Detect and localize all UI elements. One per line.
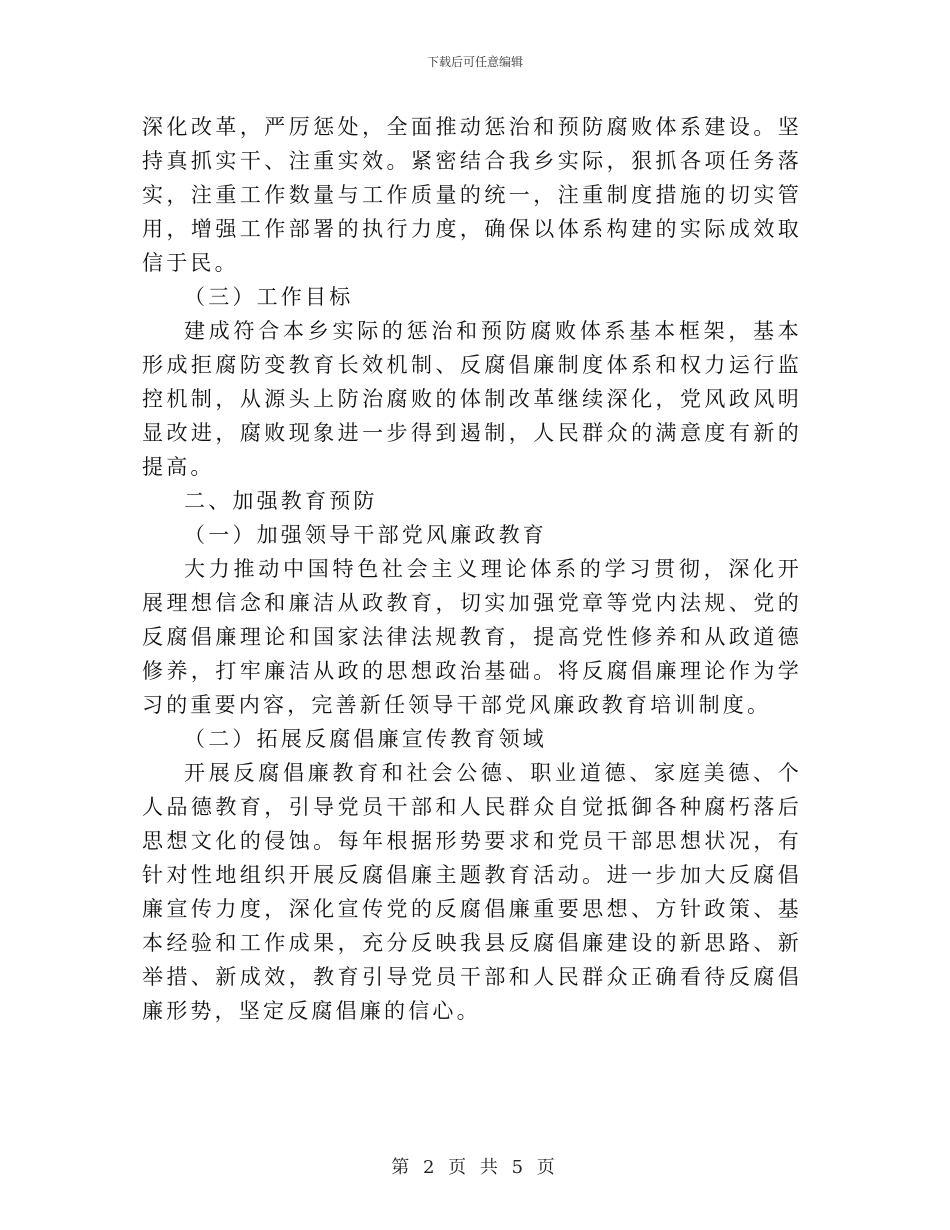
page-number: 第 2 页 共 5 页 — [391, 1157, 559, 1178]
paragraph-leadership-education: 大力推动中国特色社会主义理论体系的学习贯彻，深化开展理想信念和廉洁从政教育，切实加强党章等党内法规、党的反腐倡廉理论和国家法律法规教育，提高党性修养和从政道德修养，打牢廉洁从政的思想政治基础。将反腐倡廉理论作为学习的重要内容，完善新任领导干部党风廉政教育培训制度。 — [142, 557, 802, 717]
subsection-heading-publicity: （二）拓展反腐倡廉宣传教育领域 — [184, 727, 547, 751]
paragraph-continued: 深化改革，严厉惩处，全面推动惩治和预防腐败体系建设。坚持真抓实干、注重实效。紧密结合我乡实际，狠抓各项任务落实，注重工作数量与工作质量的统一，注重制度措施的切实管用，增强工作部署的执行力度，确保以体系构建的实际成效取信于民。 — [142, 115, 802, 275]
paragraph-work-goals: 建成符合本乡实际的惩治和预防腐败体系基本框架，基本形成拒腐防变教育长效机制、反腐倡廉制度体系和权力运行监控机制，从源头上防治腐败的体制改革继续深化，党风政风明显改进，腐败现象进一步得到遏制，人民群众的满意度有新的提高。 — [142, 319, 802, 479]
section-heading-work-goals: （三）工作目标 — [184, 285, 354, 309]
subsection-heading-leadership-education: （一）加强领导干部党风廉政教育 — [184, 523, 547, 547]
section-heading-education: 二、加强教育预防 — [184, 489, 378, 513]
paragraph-publicity: 开展反腐倡廉教育和社会公德、职业道德、家庭美德、个人品德教育，引导党员干部和人民群众自觉抵御各种腐朽落后思想文化的侵蚀。每年根据形势要求和党员干部思想状况，有针对性地组织开展反腐倡廉主题教育活动。进一步加大反腐倡廉宣传力度，深化宣传党的反腐倡廉重要思想、方针政策、基本经验和工作成果，充分反映我县反腐倡廉建设的新思路、新举措、新成效，教育引导党员干部和人民群众正确看待反腐倡廉形势，坚定反腐倡廉的信心。 — [142, 761, 802, 1023]
document-body — [142, 110, 802, 1028]
page-header: 下载后可任意编辑 — [426, 55, 523, 69]
